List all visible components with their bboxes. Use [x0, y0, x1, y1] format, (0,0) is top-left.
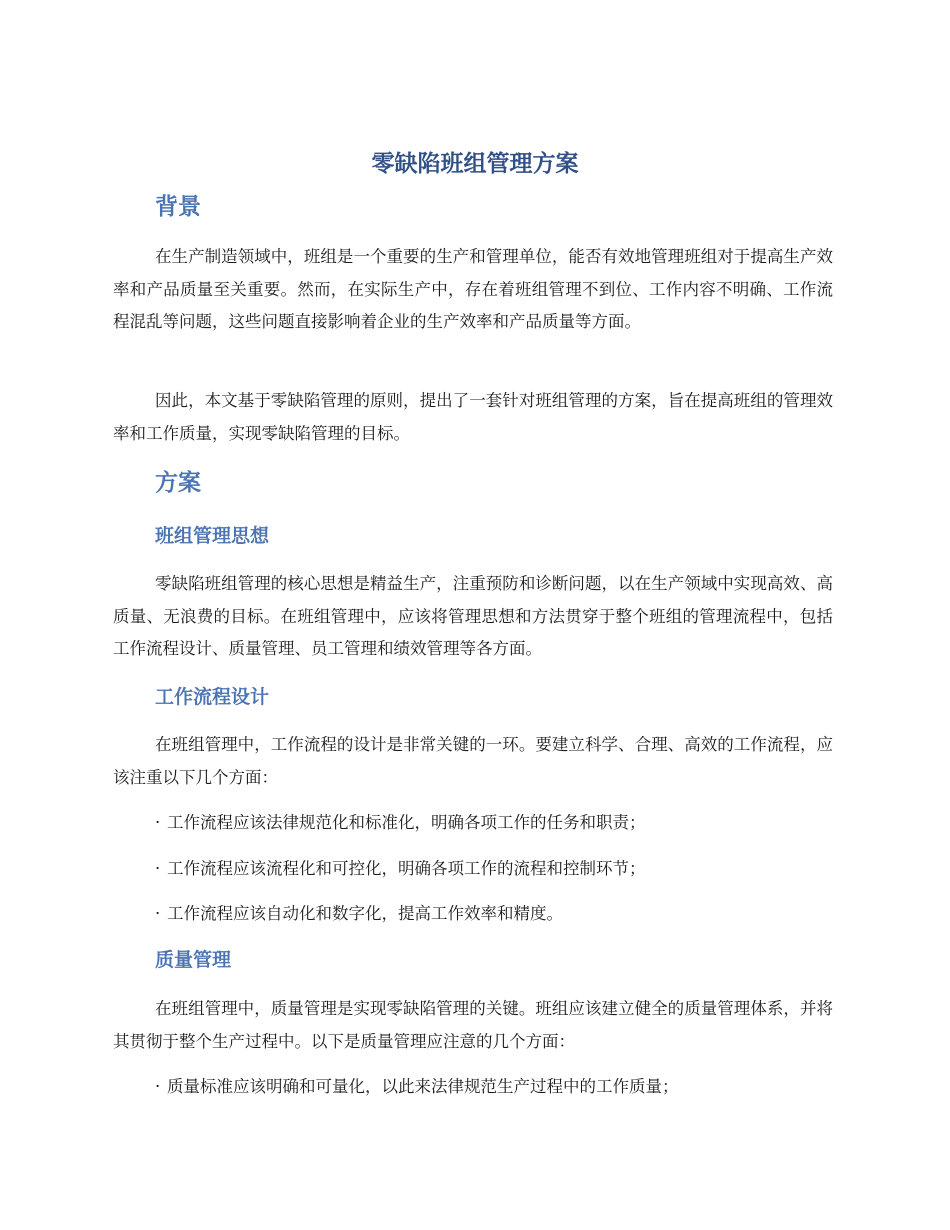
- heading-quality-management: 质量管理: [155, 949, 232, 971]
- heading-plan: 方案: [155, 470, 201, 496]
- bullet-dot: ·: [155, 1077, 161, 1096]
- heading-workflow-design: 工作流程设计: [155, 686, 270, 708]
- quality-paragraph: 在班组管理中，质量管理是实现零缺陷管理的关键。班组应该建立健全的质量管理体系，并将其贯彻于整个生产过程中。以下是质量管理应注意的几个方面：: [113, 999, 833, 1051]
- quality-bullet-1: [155, 1071, 835, 1103]
- workflow-paragraph: 在班组管理中，工作流程的设计是非常关键的一环。要建立科学、合理、高效的工作流程，应该注重以下几个方面：: [113, 735, 833, 787]
- background-paragraph-2: 因此，本文基于零缺陷管理的原则，提出了一套针对班组管理的方案，旨在提高班组的管理效率和工作质量，实现零缺陷管理的目标。: [113, 391, 833, 443]
- thinking-paragraph: 零缺陷班组管理的核心思想是精益生产，注重预防和诊断问题，以在生产领域中实现高效、高质量、无浪费的目标。在班组管理中，应该将管理思想和方法贯穿于整个班组的管理流程中，包括工作流程设计、质量管理、员工管理和绩效管理等各方面。: [113, 574, 833, 658]
- document-title: 零缺陷班组管理方案: [371, 151, 579, 177]
- workflow-bullet-1-text: 工作流程应该法律规范化和标准化，明确各项工作的任务和职责；: [167, 813, 646, 832]
- heading-management-thinking: 班组管理思想: [155, 525, 270, 547]
- workflow-bullet-1: [155, 807, 835, 839]
- workflow-bullet-2: [155, 853, 835, 885]
- bullet-dot: ·: [155, 904, 161, 923]
- bullet-dot: ·: [155, 859, 161, 878]
- workflow-bullet-3: [155, 898, 835, 930]
- workflow-bullet-3-text: 工作流程应该自动化和数字化，提高工作效率和精度。: [167, 904, 563, 923]
- workflow-bullet-2-text: 工作流程应该流程化和可控化，明确各项工作的流程和控制环节；: [167, 859, 646, 878]
- bullet-dot: ·: [155, 813, 161, 832]
- background-paragraph-1: 在生产制造领域中，班组是一个重要的生产和管理单位，能否有效地管理班组对于提高生产效率和产品质量至关重要。然而，在实际生产中，存在着班组管理不到位、工作内容不明确、工作流程混乱等问题，这些问题直接影响着企业的生产效率和产品质量等方面。: [113, 247, 833, 331]
- heading-background: 背景: [155, 194, 201, 220]
- quality-bullet-1-text: 质量标准应该明确和可量化，以此来法律规范生产过程中的工作质量；: [167, 1077, 679, 1096]
